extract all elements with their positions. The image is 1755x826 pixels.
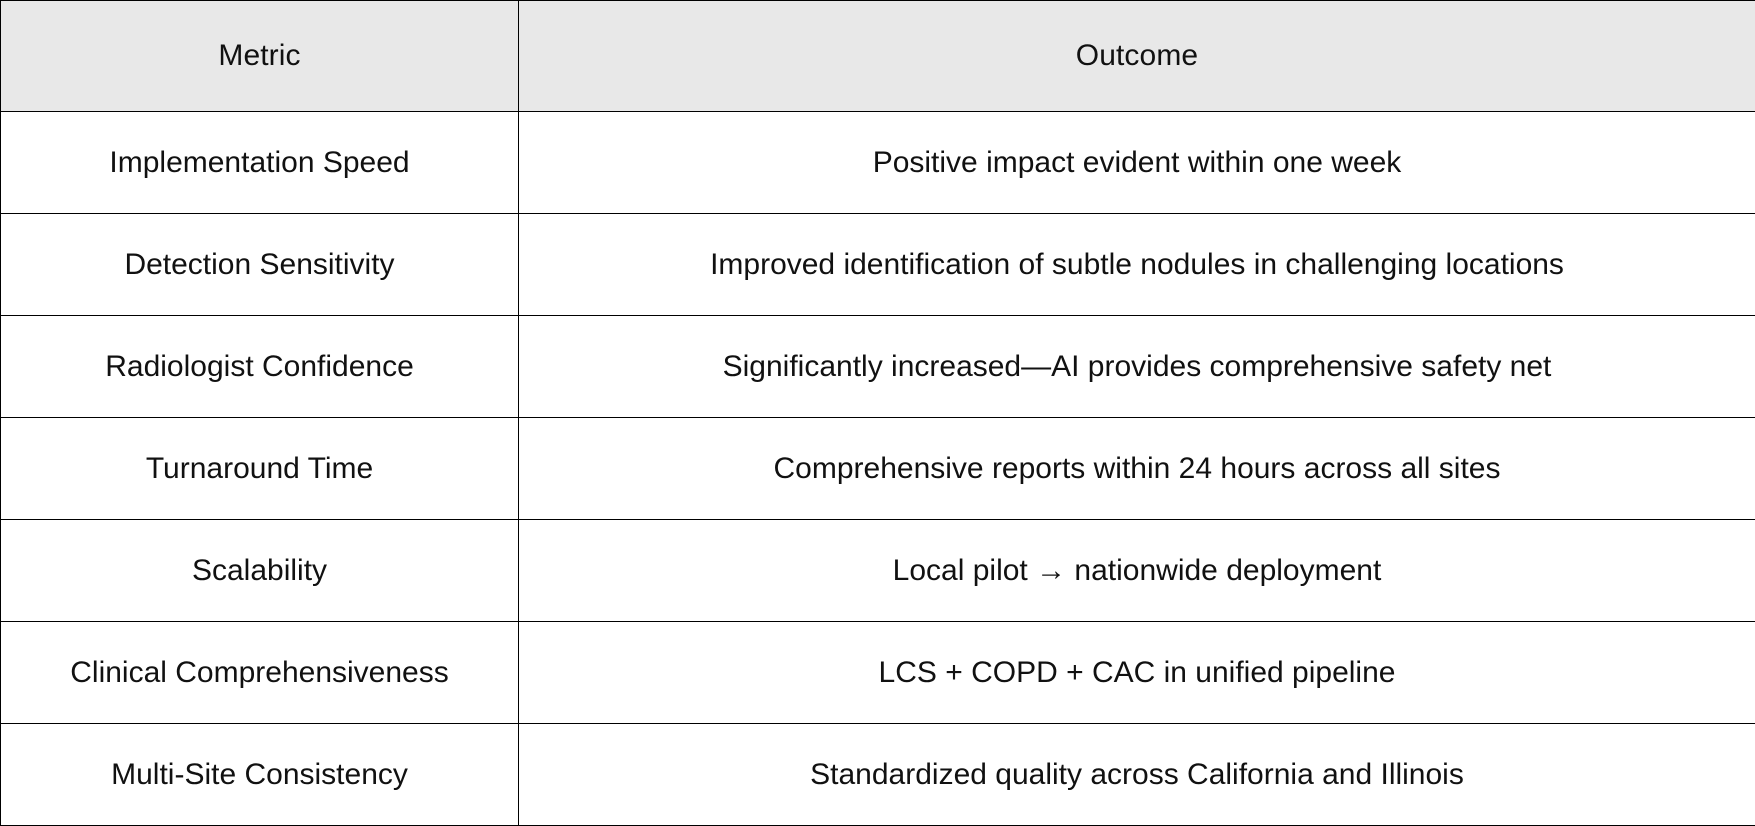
- cell-outcome: Improved identification of subtle nodules in challenging locations: [519, 214, 1755, 316]
- table-row: [1, 622, 1755, 724]
- cell-metric: Scalability: [1, 520, 519, 622]
- table-row: [1, 112, 1755, 214]
- table-header-row: [1, 1, 1755, 112]
- table-row: [1, 214, 1755, 316]
- cell-metric: Implementation Speed: [1, 112, 519, 214]
- cell-outcome: Local pilot → nationwide deployment: [519, 520, 1755, 622]
- table-row: [1, 724, 1755, 826]
- column-header-metric: Metric: [1, 1, 519, 112]
- cell-outcome: LCS + COPD + CAC in unified pipeline: [519, 622, 1755, 724]
- cell-outcome: Positive impact evident within one week: [519, 112, 1755, 214]
- cell-metric: Multi-Site Consistency: [1, 724, 519, 826]
- cell-outcome: Significantly increased—AI provides comprehensive safety net: [519, 316, 1755, 418]
- column-header-outcome: Outcome: [519, 1, 1755, 112]
- cell-metric: Radiologist Confidence: [1, 316, 519, 418]
- table-row: [1, 520, 1755, 622]
- table-row: [1, 418, 1755, 520]
- cell-metric: Turnaround Time: [1, 418, 519, 520]
- cell-outcome: Standardized quality across California and Illinois: [519, 724, 1755, 826]
- table-row: [1, 316, 1755, 418]
- cell-metric: Clinical Comprehensiveness: [1, 622, 519, 724]
- cell-outcome: Comprehensive reports within 24 hours across all sites: [519, 418, 1755, 520]
- table-header: [1, 1, 1755, 112]
- table-body: [1, 112, 1755, 826]
- cell-metric: Detection Sensitivity: [1, 214, 519, 316]
